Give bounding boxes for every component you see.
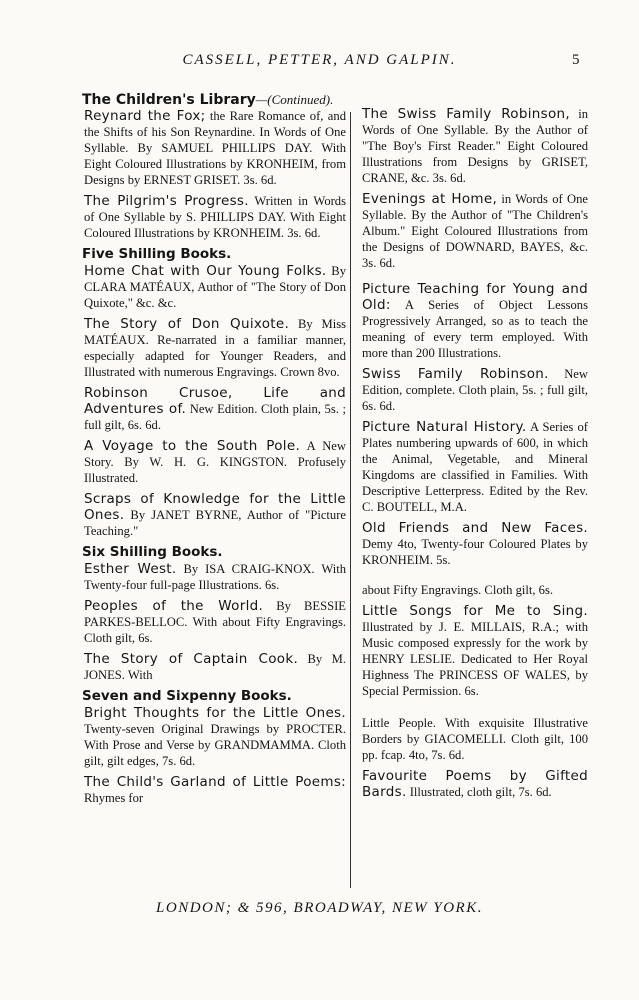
book-title: The Pilgrim's Progress. [84,193,249,209]
book-title: The Swiss Family Robinson, [362,106,570,122]
page-number: 5 [572,52,580,68]
right-column [362,106,588,805]
left-column [84,108,346,811]
book-title: Scraps of Knowledge for the Little Ones. [84,491,346,523]
book-title: Little Songs for Me to Sing. [362,603,588,619]
book-description: Rhymes for [84,791,144,805]
book-title: The Child's Garland of Little Poems: [84,774,346,790]
column-divider [350,112,351,888]
book-entry [362,281,588,361]
book-title: Evenings at Home, [362,191,498,207]
book-entry [362,768,588,800]
book-entry [84,561,346,593]
book-description: New Edition. Cloth plain, 5s. ; full gilt, 6s. 6d. [84,402,346,432]
book-entry [362,106,588,186]
book-entry [362,419,588,515]
book-title: A Voyage to the South Pole. [84,438,301,454]
book-description: Little People. With exquisite Illustrative Borders by GIACOMELLI. Cloth gilt, 100 pp. fcap. 4to, 7s. 6d. [362,716,588,762]
book-entry [362,366,588,414]
book-entry-continued [362,715,588,763]
book-description: Demy 4to, Twenty-four Coloured Plates by KRONHEIM. 5s. [362,537,588,567]
book-title: Robinson Crusoe, Life and Adventures of. [84,385,346,417]
book-entry [362,520,588,568]
book-description: A Series of Object Lessons Progressively Arranged, so as to teach the meaning of every term employed. With more than 200 Illustrations. [362,298,588,360]
book-title: Bright Thoughts for the Little Ones. [84,705,346,721]
book-entry [84,705,346,769]
book-title: Esther West. [84,561,177,577]
publisher-imprint: LONDON; & 596, BROADWAY, NEW YORK. [156,900,483,916]
book-description: By BESSIE PARKES-BELLOC. With about Fifty Engravings. Cloth gilt, 6s. [84,599,346,645]
book-title: Reynard the Fox; [84,108,206,124]
book-entry-continued [362,582,588,598]
book-entry [84,193,346,241]
book-title: Favourite Poems by Gifted Bards. [362,768,588,800]
category-heading: Five Shilling Books. [82,246,232,262]
book-description: the Rare Romance of, and the Shifts of his Son Reynardine. In Words of One Syllable. By SAMUEL PHILLIPS DAY. With Eight Coloured Illustrations by KRONHEIM, from Designs by ERNEST GRISET. 3s. 6d. [84,109,346,187]
book-description: By ISA CRAIG-KNOX. With Twenty-four full-page Illustrations. 6s. [84,562,346,592]
book-description: By Miss MATÉAUX. Re-narrated in a familiar manner, especially adapted for Younger Readers, and Illustrated with numerous Engravings. Crown 8vo. [84,317,346,379]
book-description: A New Story. By W. H. G. KINGSTON. Profusely Illustrated. [84,439,346,485]
book-description: in Words of One Syllable. By the Author of "The Children's Album." Eight Coloured Illustrations from the Designs of DOWNARD, BAYES, &c. 3s. 6d. [362,192,588,270]
section-title-text: The Children's Library [82,92,256,108]
book-entry [84,491,346,539]
book-title: Picture Natural History. [362,419,527,435]
book-entry [362,191,588,271]
book-entry [84,774,346,806]
book-title: Picture Teaching for Young and Old: [362,281,588,313]
book-entry [84,316,346,380]
book-description: Twenty-seven Original Drawings by PROCTER. With Prose and Verse by GRANDMAMMA. Cloth gilt, gilt edges, 7s. 6d. [84,722,346,768]
book-description: Illustrated by J. E. MILLAIS, R.A.; with Music composed expressly for the work by HENRY LESLIE. Dedicated to Her Royal Highness The PRINCESS OF WALES, by Special Permission. 6s. [362,620,588,698]
category-heading: Six Shilling Books. [82,544,223,560]
book-title: Old Friends and New Faces. [362,520,588,536]
book-description: By JANET BYRNE, Author of "Picture Teaching." [84,508,346,538]
book-title: Peoples of the World. [84,598,264,614]
book-description: A Series of Plates numbering upwards of 600, in which the Animal, Vegetable, and Mineral Kingdoms are classified in Families. With Descriptive Letterpress. Edited by the Rev. C. BOUTELL, M.A. [362,420,588,514]
section-continued: —(Continued). [255,92,334,107]
running-title: CASSELL, PETTER, AND GALPIN. [182,52,457,68]
book-entry [362,603,588,699]
book-description: Illustrated, cloth gilt, 7s. 6d. [406,785,552,799]
book-description: By M. JONES. With [84,652,346,682]
book-entry [84,263,346,311]
book-description: New Edition, complete. Cloth plain, 5s. ; full gilt, 6s. 6d. [362,367,588,413]
book-entry [84,108,346,188]
book-title: The Story of Captain Cook. [84,651,299,667]
category-heading: Seven and Sixpenny Books. [82,688,292,704]
book-description: Written in Words of One Syllable by S. PHILLIPS DAY. With Eight Coloured Illustrations by KRONHEIM. 3s. 6d. [84,194,347,240]
book-title: Swiss Family Robinson. [362,366,549,382]
book-title: Home Chat with Our Young Folks. [84,263,327,279]
book-entry [84,651,346,683]
book-entry [84,598,346,646]
book-title: The Story of Don Quixote. [84,316,290,332]
book-description: about Fifty Engravings. Cloth gilt, 6s. [362,583,554,597]
book-entry [84,385,346,433]
book-entry [84,438,346,486]
book-description: in Words of One Syllable. By the Author of "The Boy's First Reader." Eight Coloured Illustrations from Designs by GRISET, CRANE, &c. 3s. 6d. [362,107,588,185]
book-description: By CLARA MATÉAUX, Author of "The Story of Don Quixote," &c. &c. [84,264,346,310]
